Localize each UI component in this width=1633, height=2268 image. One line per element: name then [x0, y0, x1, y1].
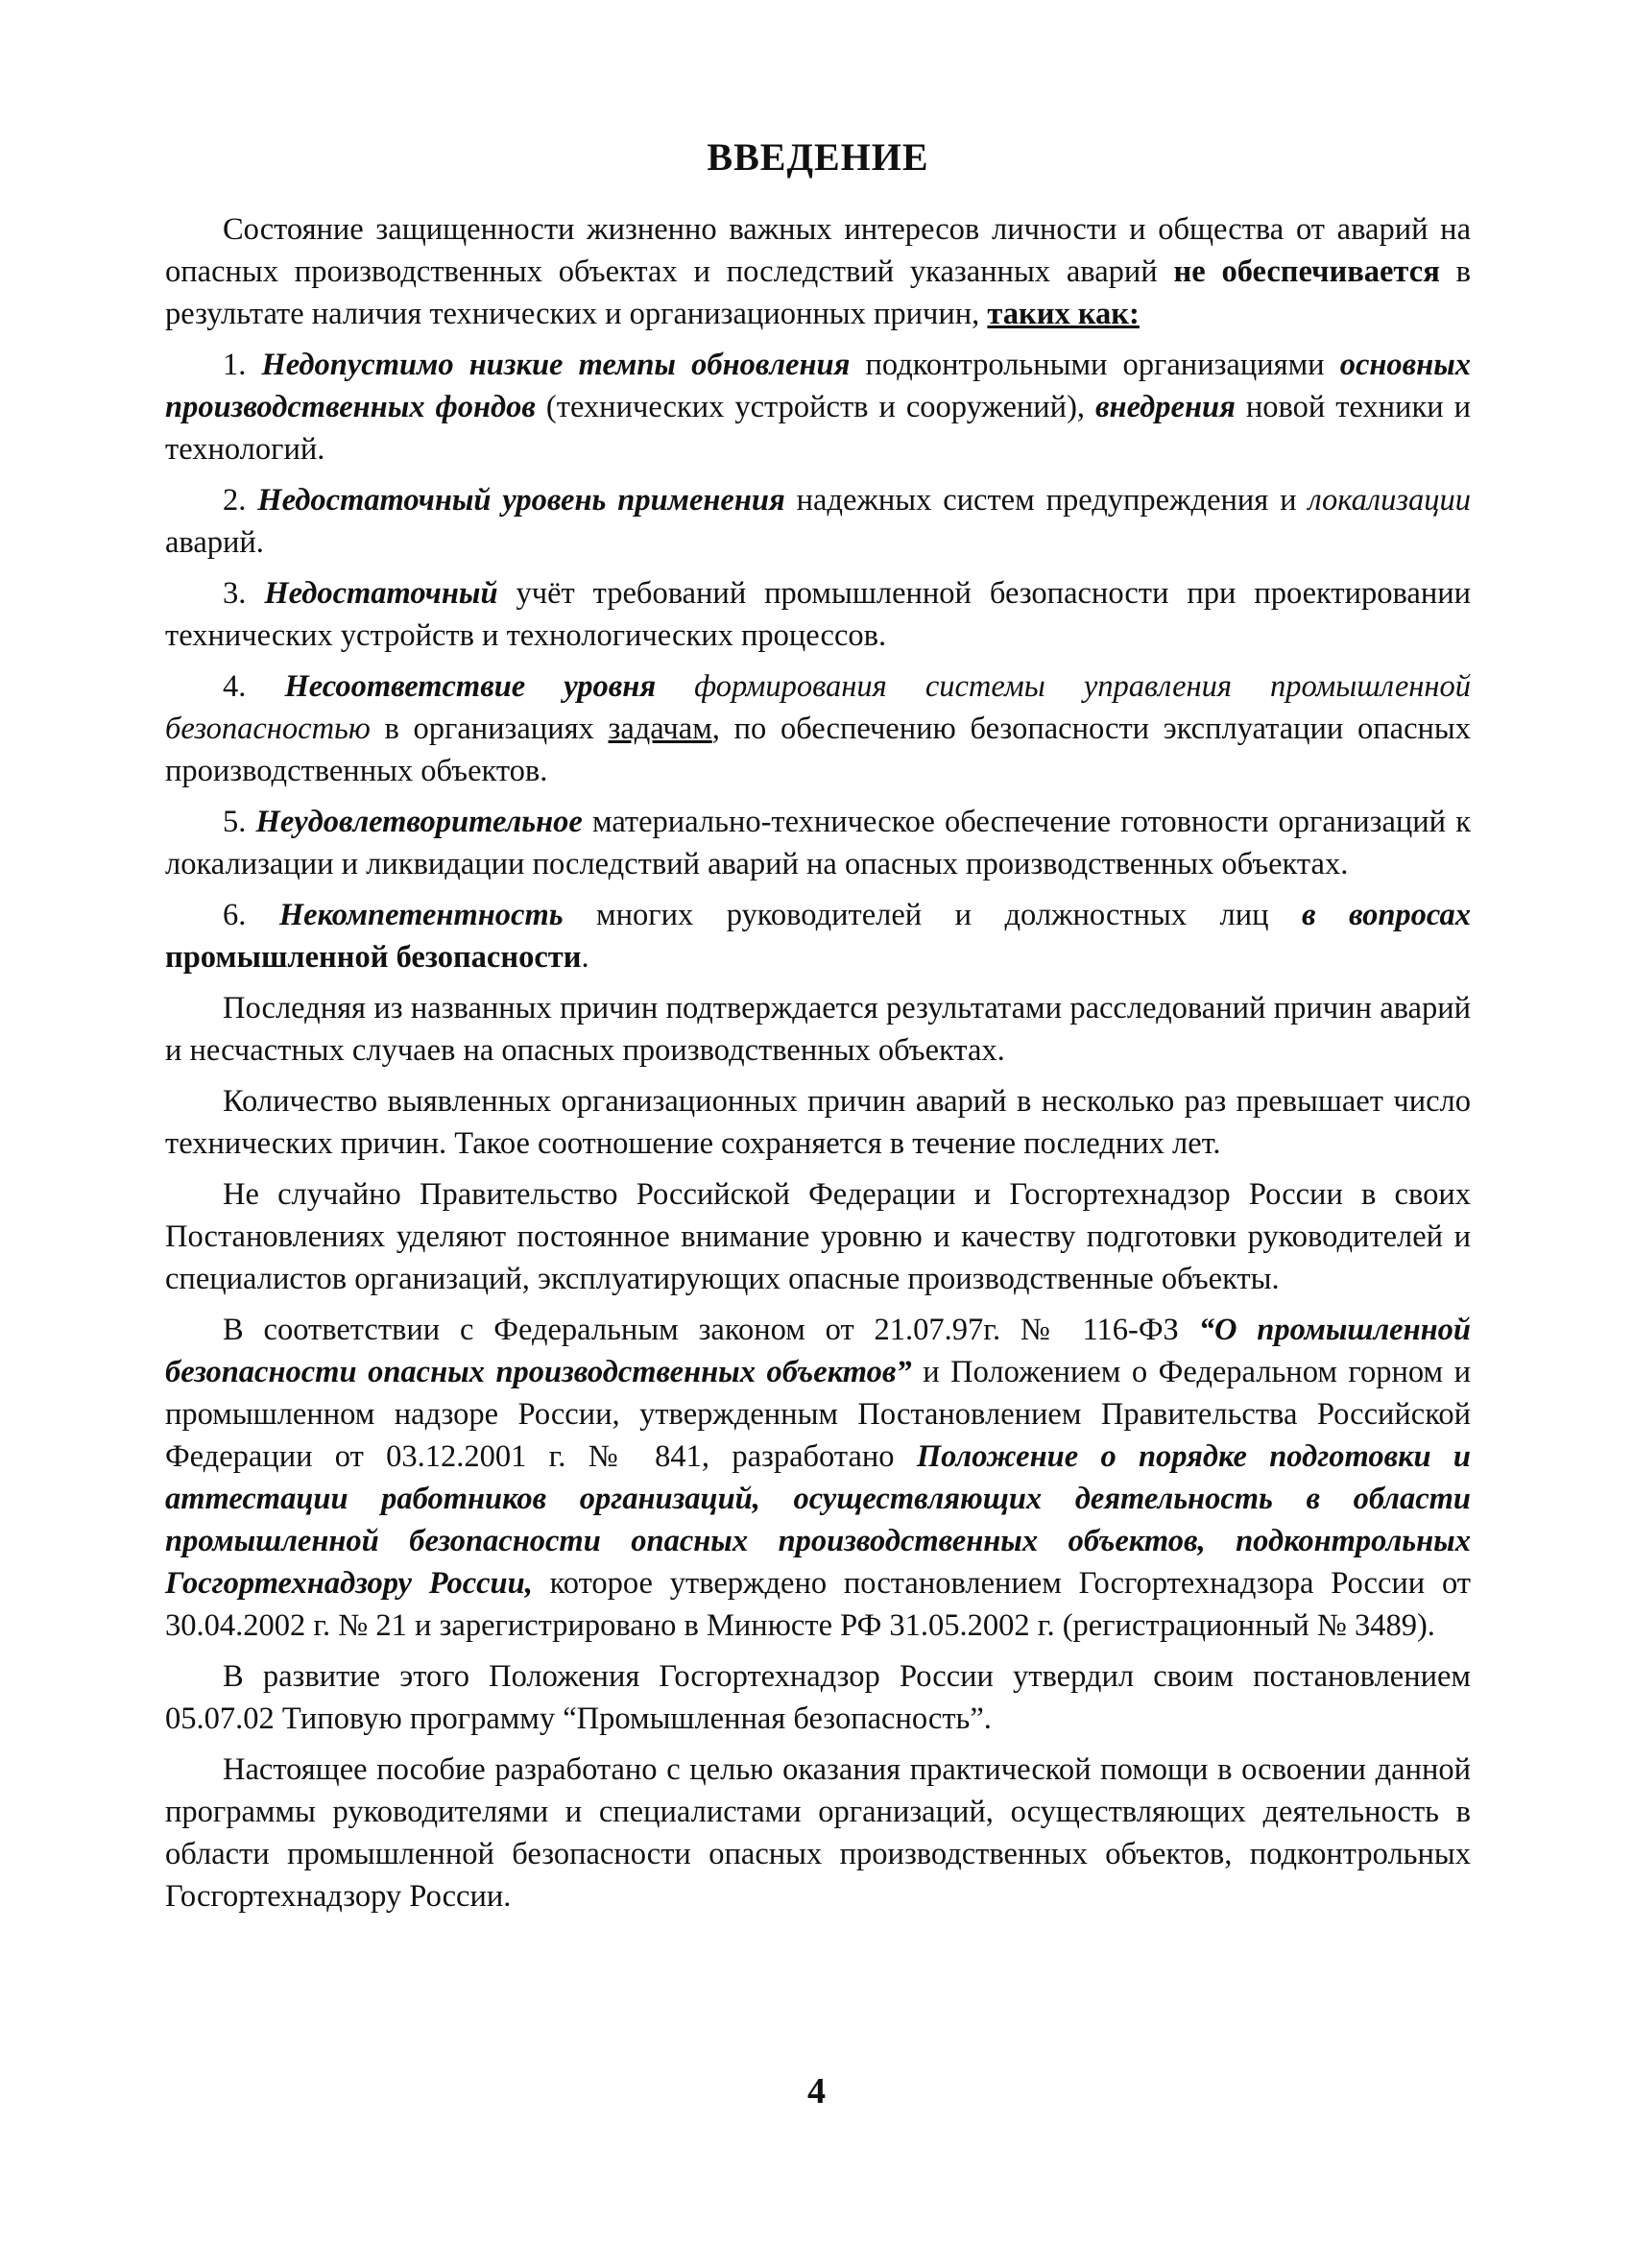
list-item-number: 3. — [223, 576, 265, 611]
list-item-3-text: учёт требований промышленной безопасности при проектировании технических устройств и технологических процессов. — [165, 576, 1471, 653]
paragraph-count: Количество выявленных организационных причин аварий в несколько раз превышает число технических причин. Такое соотношение сохраняется в течение последних лет. — [165, 1084, 1471, 1161]
list-item-number: 2. — [223, 483, 258, 518]
intro-emphasis-not-ensured: не обеспечивается — [1173, 254, 1440, 289]
page-number: 4 — [807, 2071, 826, 2111]
list-item-4-text-2: , по обеспечению безопасности эксплуатации опасных производственных объектов. — [165, 712, 1471, 788]
law-text-2: и Положением о Федеральном горном и промышленном надзоре России, утвержденным Постановлением Правительства Российской Федерации от 03.12.2001 г. № 841, разработано — [165, 1355, 1471, 1474]
paragraph-last-reason: Последняя из названных причин подтверждается результатами расследований причин аварий и несчастных случаев на опасных производственных объектах. — [165, 991, 1471, 1068]
list-item-2 — [165, 479, 1471, 564]
regulation-title: Положение о порядке подготовки и аттестации работников организаций, осуществляющих деятельность в области промышленной безопасности опасных производственных объектов, подконтрольных Госгортехнадзору России, — [165, 1439, 1471, 1601]
list-item-5-emphasis: Неудовлетворительное — [255, 805, 583, 839]
list-item-2-emphasis: Недостаточный уровень применения — [257, 483, 785, 518]
list-item-5-text: материально-техническое обеспечение готовности организаций к локализации и ликвидации последствий аварий на опасных производственных объектах. — [165, 805, 1472, 881]
list-item-1-text-2: (технических устройств и сооружений), — [535, 390, 1095, 424]
list-item-number: 4. — [223, 669, 285, 704]
list-item-2-emphasis-localization: локализации — [1308, 483, 1472, 518]
paragraph-government: Не случайно Правительство Российской Федерации и Госгортехнадзор России в своих Постановлениях уделяют постоянное внимание уровню и качеству подготовки руководителей и специалистов организаций, эксплуатирующих опасные производственные объекты. — [165, 1177, 1471, 1296]
intro-such-as: таких как: — [987, 297, 1140, 331]
list-item-number: 1. — [223, 348, 262, 382]
document-page — [165, 134, 1471, 1926]
law-title: “О промышленной безопасности опасных производственных объектов” — [165, 1313, 1471, 1389]
list-item-6-emphasis: Некомпетентность — [278, 898, 564, 932]
list-item-2-text: надежных систем предупреждения и — [784, 483, 1309, 518]
intro-text-1: Состояние защищенности жизненно важных интересов личности и общества от аварий на опасных производственных объектах и последствий указанных аварий — [165, 212, 1471, 289]
list-item-1-text: подконтрольными организациями — [850, 348, 1340, 382]
intro-paragraph — [165, 208, 1471, 335]
list-item-6 — [165, 894, 1471, 978]
list-item-4 — [165, 665, 1471, 792]
law-text-3: которое утверждено постановлением Госгортехнадзора России от 30.04.2002 г. № 21 и зарегистрировано в Минюсте РФ 31.05.2002 г. (регистрационный № 3489). — [165, 1566, 1471, 1643]
paragraph-program: В развитие этого Положения Госгортехнадзор России утвердил своим постановлением 05.07.02 Типовую программу “Промышленная безопасность”. — [165, 1659, 1471, 1736]
list-item-1-emphasis: Недопустимо низкие темпы обновления — [261, 348, 851, 382]
list-item-2-text-2: аварий. — [165, 525, 264, 560]
list-item-number: 6. — [223, 898, 279, 932]
law-text-1: В соответствии с Федеральным законом от 21.07.97г. № 116-ФЗ — [223, 1313, 1199, 1347]
paragraph-law — [165, 1309, 1471, 1647]
list-item-6-text-2: . — [581, 940, 589, 975]
list-item-5 — [165, 801, 1471, 885]
list-item-3-emphasis: Недостаточный — [264, 576, 498, 611]
list-item-1-emphasis-funds: основных производственных фондов — [165, 348, 1472, 424]
page-title: ВВЕДЕНИЕ — [707, 135, 929, 179]
list-item-1-text-3: новой техники и технологий. — [165, 390, 1471, 467]
list-item-4-underlined-tasks: задачам — [608, 712, 712, 746]
intro-text-2: в результате наличия технических и организационных причин, — [165, 254, 1471, 331]
list-item-number: 5. — [223, 805, 256, 839]
list-item-1-emphasis-implementation: внедрения — [1095, 390, 1236, 424]
list-item-3 — [165, 572, 1471, 657]
list-item-4-emphasis-system: формирования системы управления промышленной безопасностью — [165, 669, 1471, 746]
list-item-6-text: многих руководителей и должностных лиц — [563, 898, 1303, 932]
list-item-1 — [165, 344, 1471, 470]
list-item-6-emphasis-questions: в вопросах — [1302, 898, 1471, 932]
paragraph-purpose: Настоящее пособие разработано с целью оказания практической помощи в освоении данной программы руководителями и специалистами организаций, осуществляющих деятельность в области промышленной безопасности опасных производственных объектов, подконтрольных Госгортехнадзору России. — [165, 1752, 1471, 1914]
list-item-4-emphasis: Несоответствие уровня — [284, 669, 657, 704]
list-item-4-text: в организациях — [370, 712, 609, 746]
list-item-6-emphasis-safety: промышленной безопасности — [165, 940, 582, 975]
